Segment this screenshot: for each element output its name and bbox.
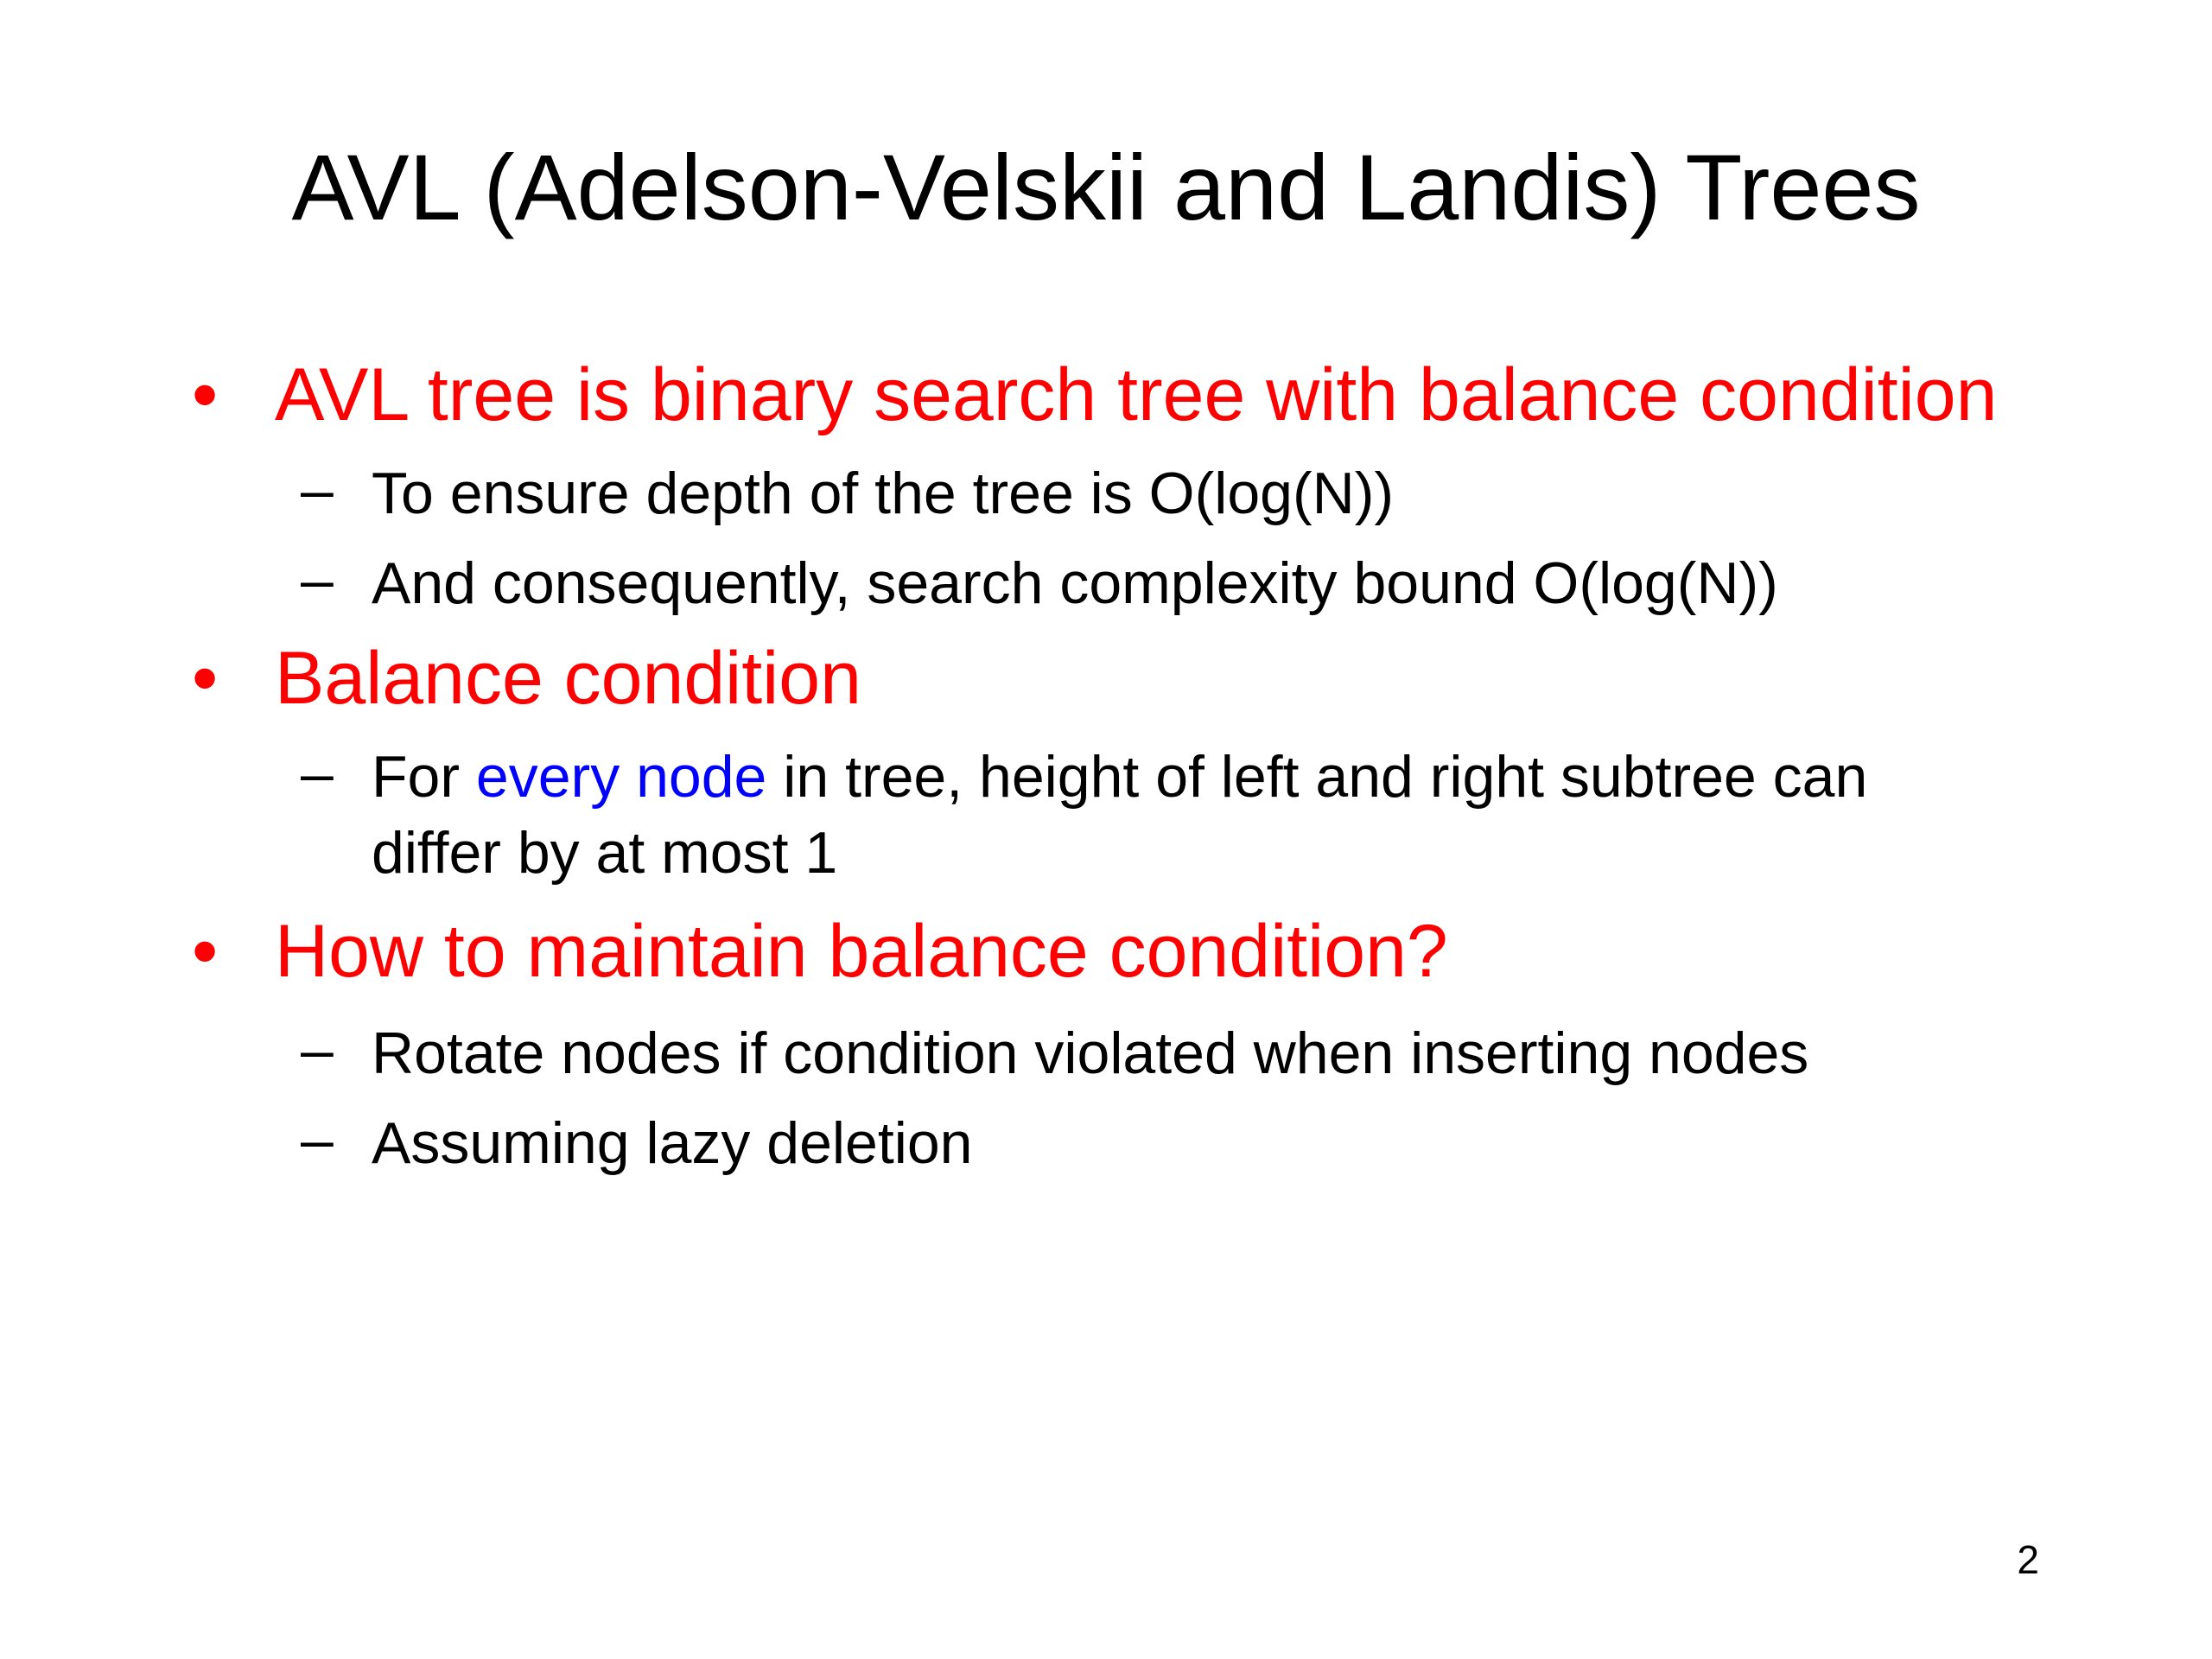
sub-bullet-text-line2: differ by at most 1 <box>372 820 838 886</box>
bullet-text: How to maintain balance condition? <box>275 910 1448 993</box>
dash-marker: – <box>301 547 334 613</box>
slide-title: AVL (Adelson-Velskii and Landis) Trees <box>291 135 1921 239</box>
sub-bullet-suffix: in tree, height of left and right subtree can <box>766 744 1868 810</box>
sub-bullet-text: And consequently, search complexity bound O(log(N)) <box>372 550 1778 616</box>
bullet-marker: • <box>192 910 219 993</box>
bullet-marker: • <box>192 637 219 720</box>
sub-bullet-text <box>372 740 1867 814</box>
sub-bullet-text: To ensure depth of the tree is O(log(N)) <box>372 461 1394 526</box>
dash-marker: – <box>301 457 334 523</box>
sub-bullet-text: Rotate nodes if condition violated when inserting nodes <box>372 1020 1809 1086</box>
dash-marker: – <box>301 1017 334 1083</box>
sub-bullet-prefix: For <box>372 744 476 810</box>
bullet-marker: • <box>192 353 219 436</box>
dash-marker: – <box>301 741 334 806</box>
page-number: 2 <box>2017 1537 2039 1582</box>
dash-marker: – <box>301 1107 334 1173</box>
bullet-text: Balance condition <box>275 637 861 720</box>
sub-bullet-text: Assuming lazy deletion <box>372 1110 973 1176</box>
highlighted-phrase: every node <box>475 744 767 810</box>
bullet-text: AVL tree is binary search tree with balance condition <box>275 353 1998 436</box>
